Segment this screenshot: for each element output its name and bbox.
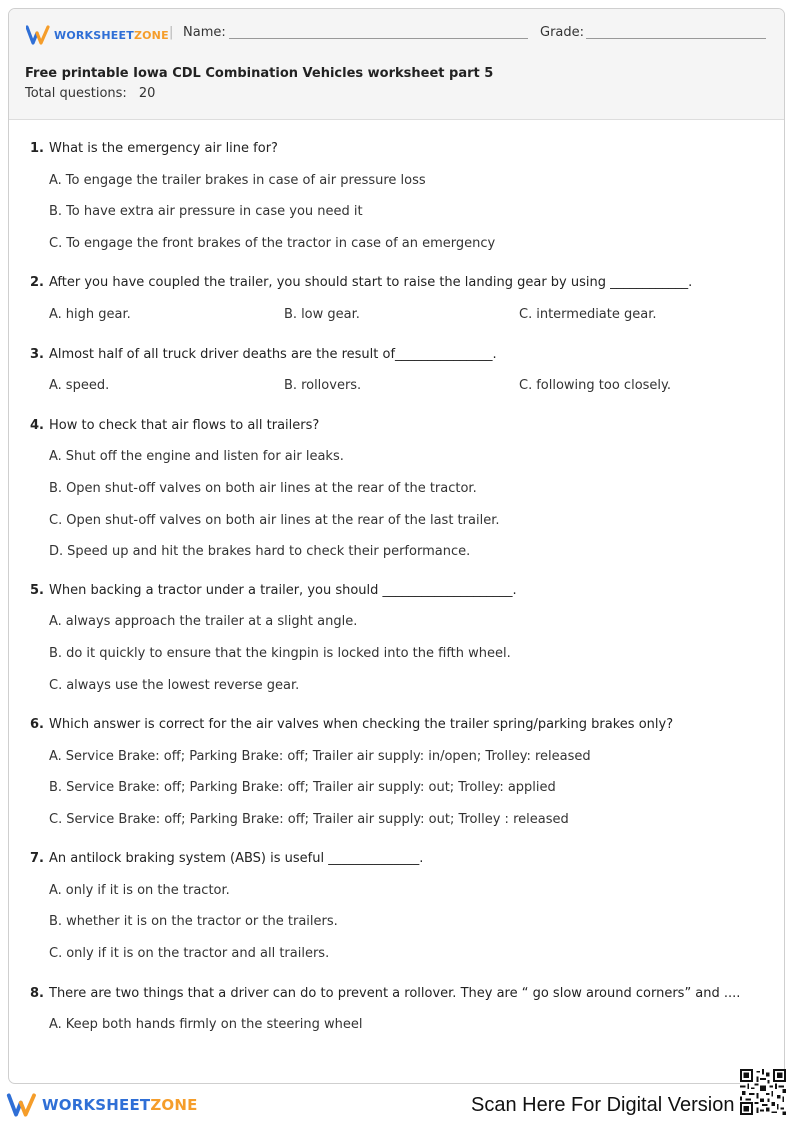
- question-text: When backing a tractor under a trailer, you should ____________________.: [49, 583, 517, 598]
- brand-wordmark: WORKSHEETZONE: [54, 28, 169, 42]
- answer-option[interactable]: A. Service Brake: off; Parking Brake: off; Trailer air supply: in/open; Trolley: released: [49, 749, 591, 764]
- answer-option[interactable]: C. always use the lowest reverse gear.: [49, 678, 300, 693]
- question-number: 8.: [30, 986, 44, 1001]
- answer-option[interactable]: A. always approach the trailer at a slight angle.: [49, 614, 358, 629]
- worksheetzone-logo-icon: [26, 25, 50, 45]
- name-field[interactable]: [229, 38, 528, 39]
- answer-option[interactable]: A. high gear.: [49, 307, 131, 322]
- answer-option[interactable]: C. only if it is on the tractor and all trailers.: [49, 946, 330, 961]
- grade-label: Grade:: [540, 25, 585, 40]
- answer-option[interactable]: B. Service Brake: off; Parking Brake: off; Trailer air supply: out; Trolley: applied: [49, 780, 556, 795]
- answer-option[interactable]: A. To engage the trailer brakes in case of air pressure loss: [49, 173, 426, 188]
- worksheet-sheet: [8, 8, 785, 1084]
- total-questions: [25, 86, 155, 101]
- grade-field[interactable]: [586, 38, 766, 39]
- footer-brand-wordmark: WORKSHEETZONE: [42, 1096, 198, 1114]
- question-number: 5.: [30, 583, 44, 598]
- answer-option[interactable]: C. intermediate gear.: [519, 307, 657, 322]
- answer-option[interactable]: C. To engage the front brakes of the tractor in case of an emergency: [49, 236, 496, 251]
- answer-option[interactable]: B. rollovers.: [284, 378, 362, 393]
- answer-option[interactable]: B. low gear.: [284, 307, 360, 322]
- brand-logo[interactable]: [26, 25, 169, 45]
- qr-code-icon[interactable]: [740, 1069, 786, 1115]
- question-text: After you have coupled the trailer, you should start to raise the landing gear by using ____________.: [49, 275, 693, 290]
- answer-option[interactable]: C. following too closely.: [519, 378, 671, 393]
- question-number: 6.: [30, 717, 44, 732]
- question-text: Which answer is correct for the air valves when checking the trailer spring/parking brakes only?: [49, 717, 674, 732]
- name-label: Name:: [183, 25, 226, 40]
- answer-option[interactable]: B. whether it is on the tractor or the trailers.: [49, 914, 338, 929]
- question-text: There are two things that a driver can do to prevent a rollover. They are “ go slow around corners” and ....: [49, 986, 741, 1001]
- answer-option[interactable]: B. do it quickly to ensure that the kingpin is locked into the fifth wheel.: [49, 646, 511, 661]
- question-number: 1.: [30, 141, 44, 156]
- answer-option[interactable]: A. Shut off the engine and listen for air leaks.: [49, 449, 344, 464]
- scan-digital-version-text: Scan Here For Digital Version: [471, 1094, 735, 1116]
- worksheet-title: Free printable Iowa CDL Combination Vehicles worksheet part 5: [25, 66, 494, 81]
- total-questions-value: 20: [138, 86, 156, 101]
- question-number: 7.: [30, 851, 44, 866]
- answer-option[interactable]: D. Speed up and hit the brakes hard to check their performance.: [49, 544, 471, 559]
- question-text: Almost half of all truck driver deaths are the result of_______________.: [49, 347, 497, 362]
- answer-option[interactable]: B. To have extra air pressure in case you need it: [49, 204, 363, 219]
- footer-brand-logo[interactable]: [6, 1093, 198, 1117]
- question-text: How to check that air flows to all trailers?: [49, 418, 320, 433]
- question-number: 4.: [30, 418, 44, 433]
- answer-option[interactable]: C. Service Brake: off; Parking Brake: off; Trailer air supply: out; Trolley : released: [49, 812, 569, 827]
- answer-option[interactable]: A. speed.: [49, 378, 110, 393]
- answer-option[interactable]: A. Keep both hands firmly on the steering wheel: [49, 1017, 363, 1032]
- worksheetzone-logo-icon: [6, 1093, 38, 1117]
- total-questions-label: Total questions:: [25, 86, 127, 101]
- answer-option[interactable]: A. only if it is on the tractor.: [49, 883, 230, 898]
- question-number: 3.: [30, 347, 44, 362]
- question-text: What is the emergency air line for?: [49, 141, 278, 156]
- answer-option[interactable]: C. Open shut-off valves on both air lines at the rear of the last trailer.: [49, 513, 500, 528]
- answer-option[interactable]: B. Open shut-off valves on both air lines at the rear of the tractor.: [49, 481, 477, 496]
- question-number: 2.: [30, 275, 44, 290]
- question-text: An antilock braking system (ABS) is useful ______________.: [49, 851, 424, 866]
- worksheet-header: [9, 9, 784, 120]
- header-separator: |: [169, 25, 174, 40]
